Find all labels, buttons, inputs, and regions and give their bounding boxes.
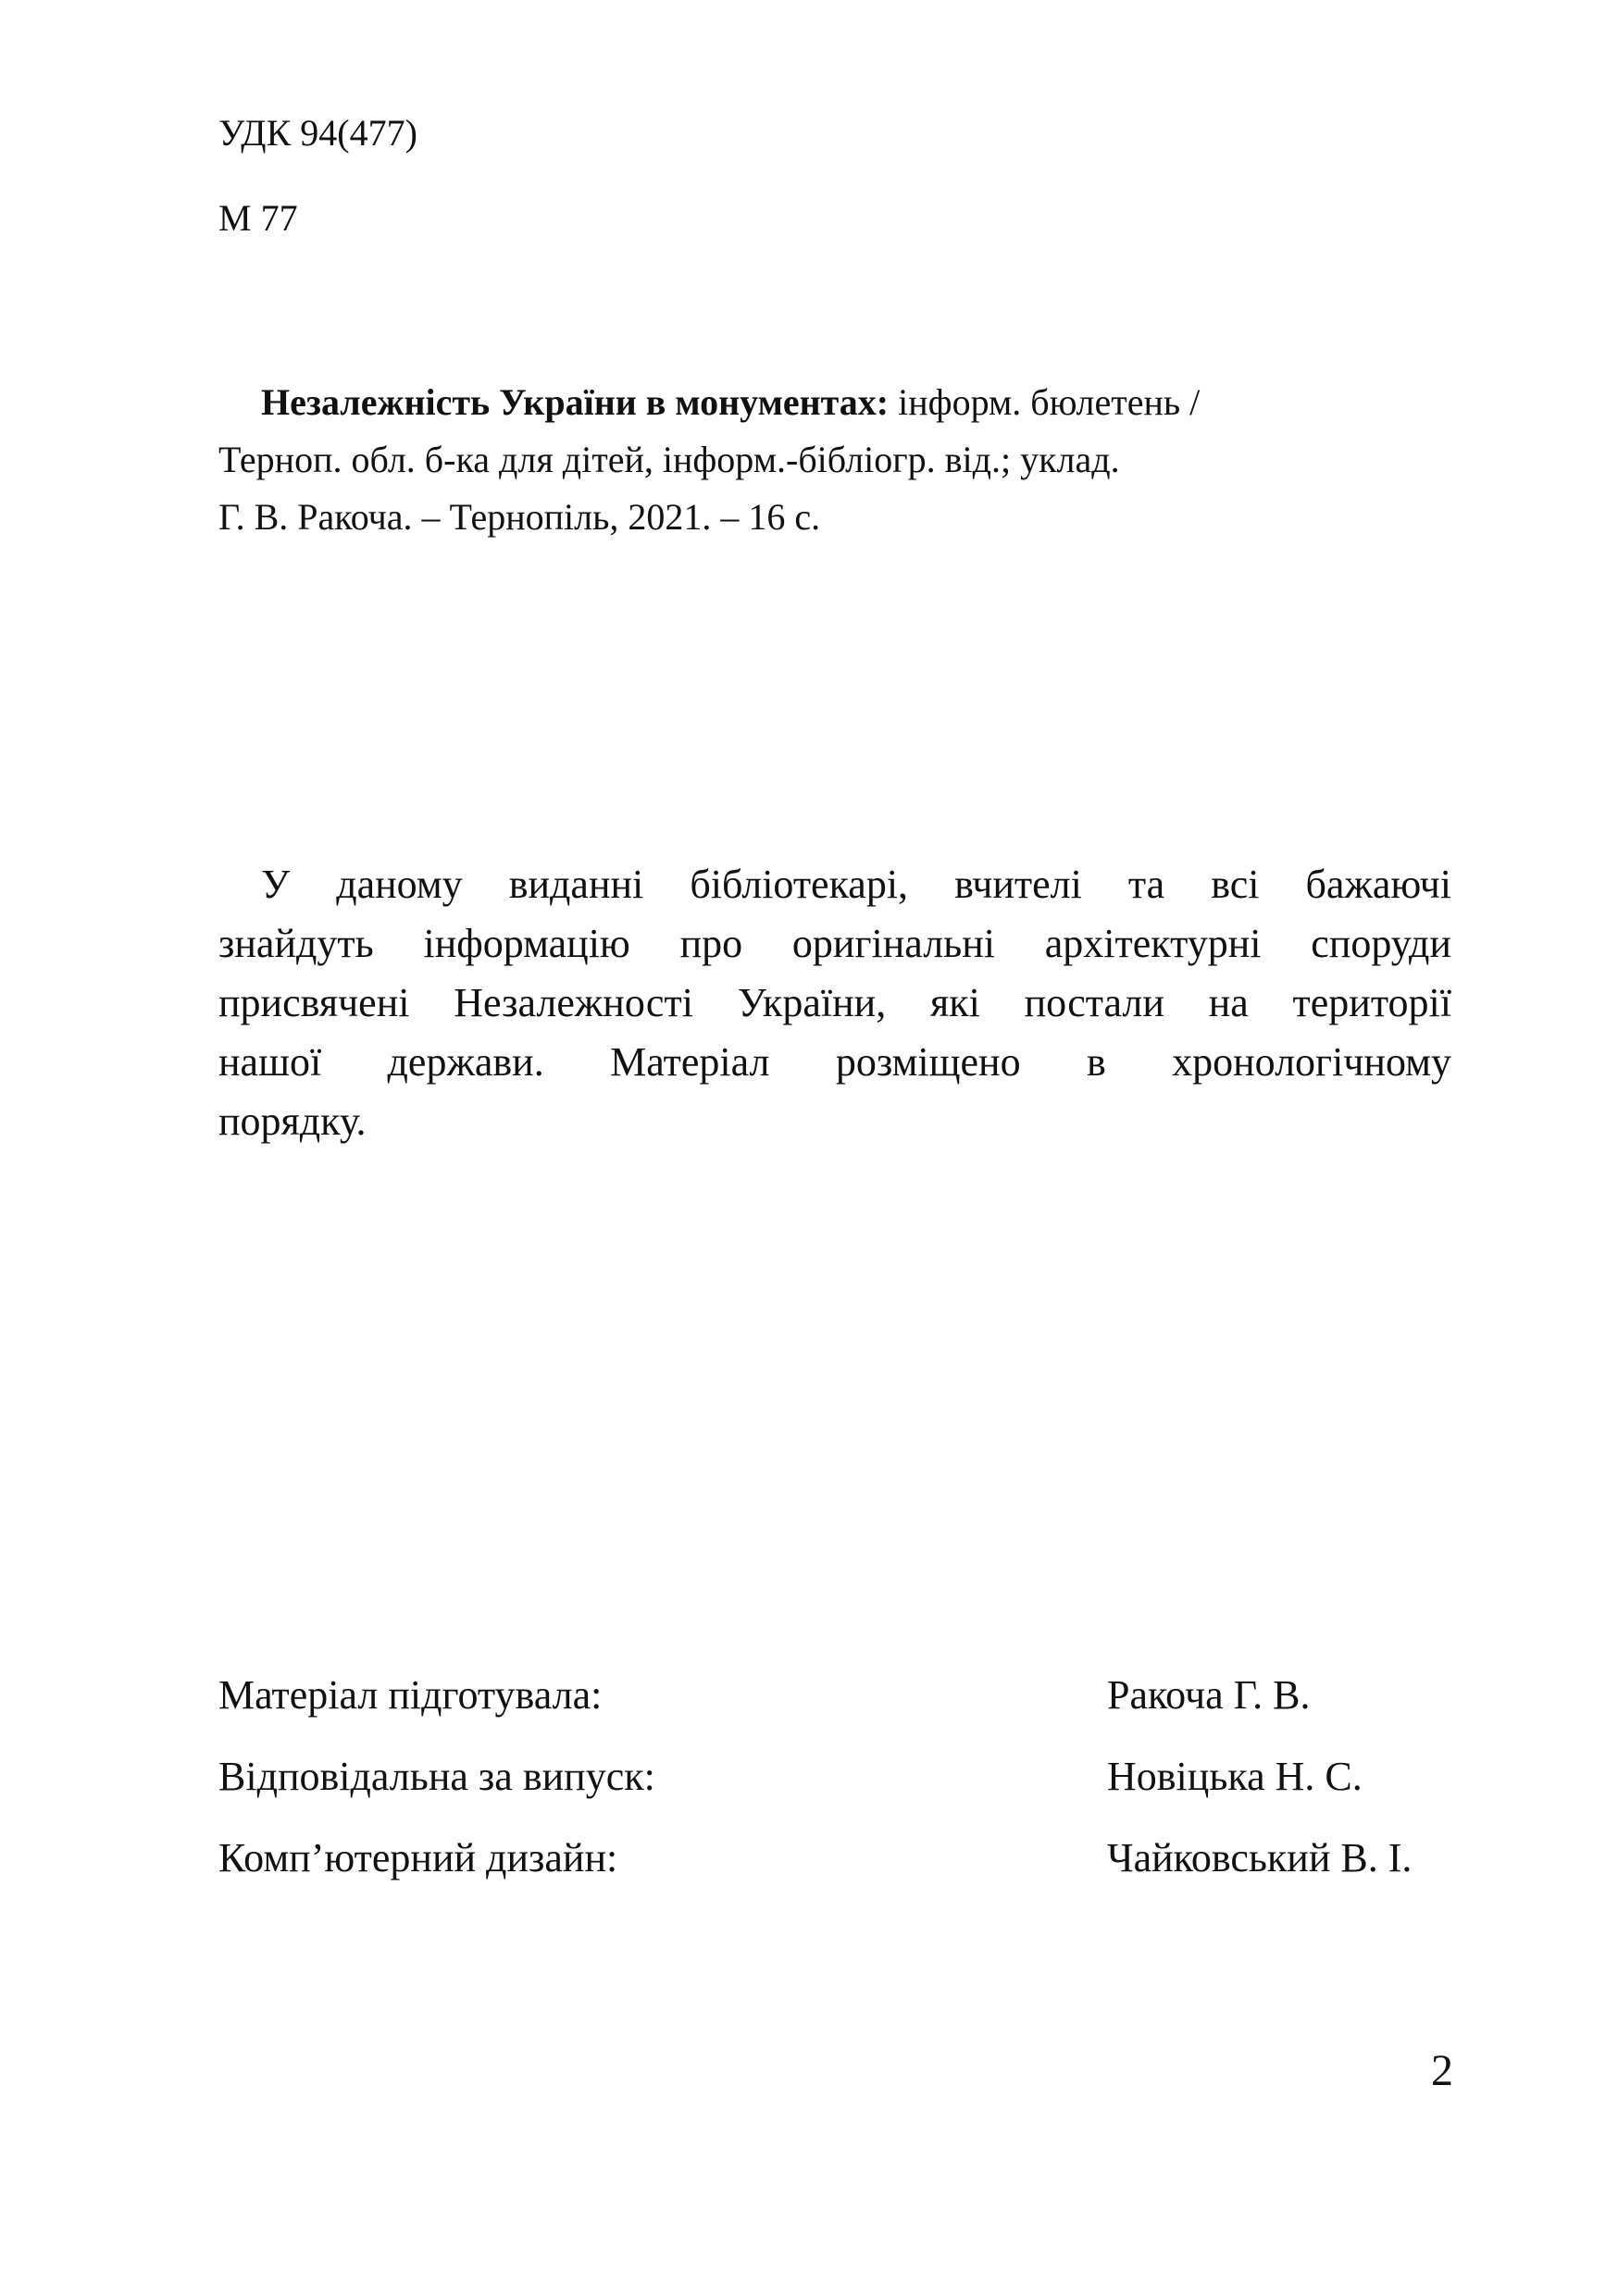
abstract-word: інформацію (423, 921, 630, 966)
abstract-word: держави. (387, 1039, 544, 1085)
abstract-word: розміщено (835, 1039, 1021, 1085)
abstract-word: оригінальні (791, 921, 995, 966)
abstract-word: хронологічному (1172, 1039, 1451, 1085)
abstract-line (218, 855, 1451, 914)
abstract-word: на (1208, 980, 1249, 1025)
credit-row (218, 1834, 1459, 1916)
abstract-word: в (1086, 1039, 1106, 1085)
credit-row (218, 1671, 1459, 1753)
credit-role: Матеріал підготувала: (218, 1672, 603, 1718)
abstract-word: бібліотекарі, (690, 862, 909, 907)
abstract-word: споруди (1311, 921, 1451, 966)
credit-name: Чайковський В. І. (1107, 1835, 1413, 1880)
abstract-word: У (261, 862, 291, 907)
abstract-word: Незалежності (454, 980, 693, 1025)
abstract-word: порядку. (218, 1098, 367, 1144)
biblio-line-3: Г. В. Ракоча. – Тернопіль, 2021. – 16 с. (218, 496, 821, 538)
publication-title: Незалежність України в монументах: (261, 381, 890, 423)
abstract-word: України, (737, 980, 887, 1025)
abstract-word: про (679, 921, 743, 966)
abstract-word: бажаючі (1305, 862, 1451, 907)
page-number: 2 (1431, 2046, 1453, 2095)
abstract-line (218, 1092, 1451, 1151)
abstract-word: які (929, 980, 980, 1025)
udc-code: УДК 94(477) (218, 112, 417, 154)
abstract-word: вчителі (954, 862, 1082, 907)
abstract-line (218, 974, 1451, 1033)
credit-row (218, 1753, 1459, 1834)
abstract-word: території (1292, 980, 1451, 1025)
author-code: М 77 (218, 197, 298, 239)
abstract-paragraph (218, 855, 1451, 1151)
abstract-word: даному (336, 862, 463, 907)
publication-type: інформ. бюлетень / (889, 381, 1201, 423)
abstract-word: та (1127, 862, 1165, 907)
abstract-word: знайдуть (218, 921, 374, 966)
credits-block (218, 1671, 1459, 1916)
abstract-line (218, 914, 1451, 974)
credit-name: Новіцька Н. С. (1107, 1754, 1363, 1799)
abstract-word: нашої (218, 1039, 322, 1085)
abstract-word: Матеріал (610, 1039, 770, 1085)
biblio-line-1 (218, 374, 1440, 431)
abstract-line (218, 1033, 1451, 1092)
abstract-word: архітектурні (1044, 921, 1262, 966)
credit-role: Відповідальна за випуск: (218, 1754, 655, 1799)
abstract-word: присвячені (218, 980, 410, 1025)
abstract-word: всі (1211, 862, 1260, 907)
abstract-word: виданні (508, 862, 644, 907)
credit-name: Ракоча Г. В. (1107, 1672, 1311, 1718)
credit-role: Комп’ютерний дизайн: (218, 1835, 618, 1880)
biblio-line-2: Терноп. обл. б-ка для дітей, інформ.-бібліогр. від.; уклад. (218, 439, 1120, 480)
abstract-word: постали (1024, 980, 1164, 1025)
bibliographic-record (218, 374, 1440, 546)
